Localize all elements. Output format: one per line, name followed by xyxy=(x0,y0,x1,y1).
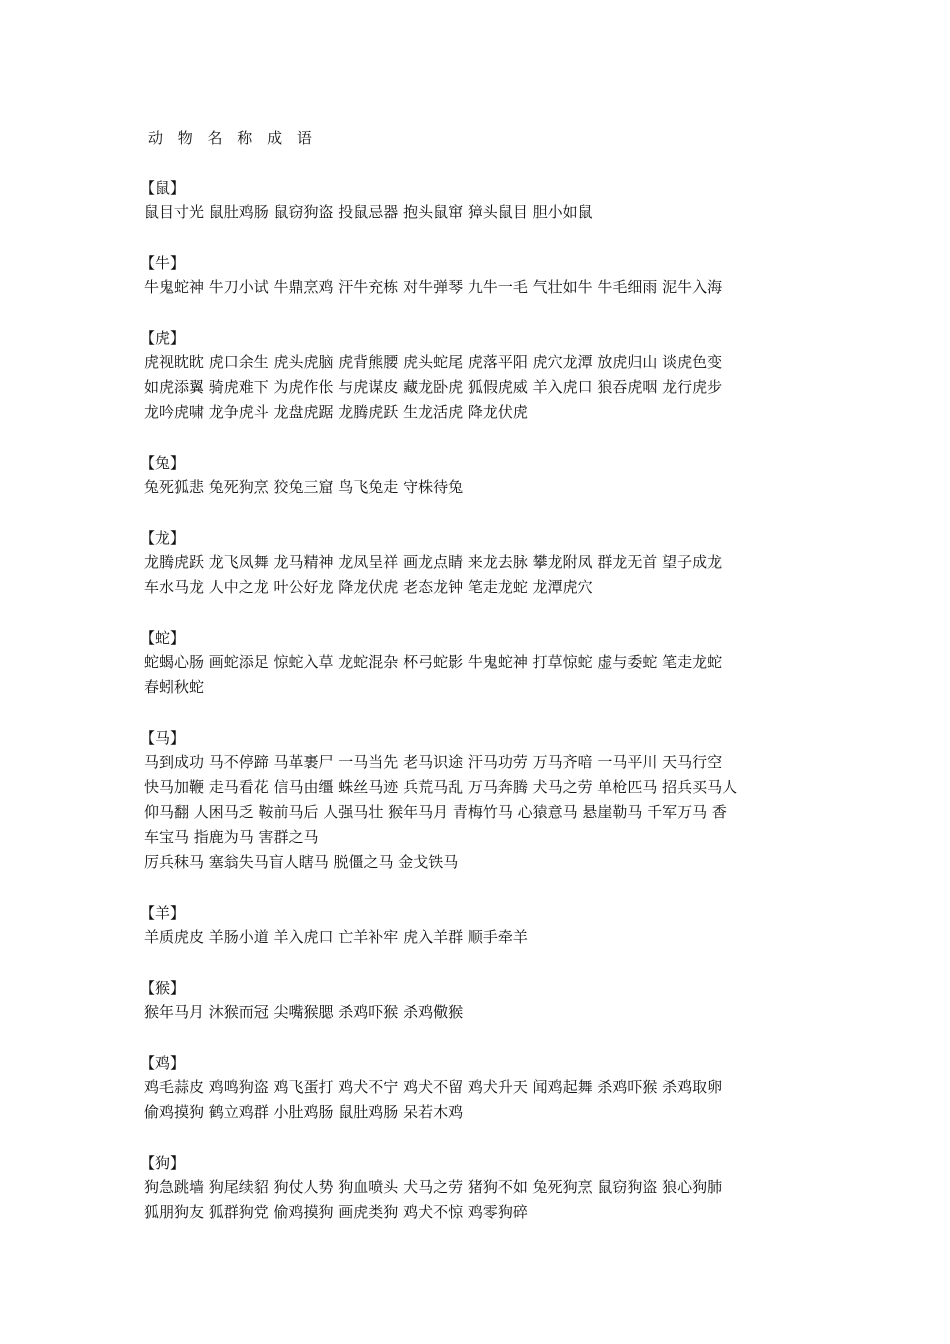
idiom-section xyxy=(140,526,814,600)
idiom-line: 鸡毛蒜皮 鸡鸣狗盗 鸡飞蛋打 鸡犬不宁 鸡犬不留 鸡犬升天 闻鸡起舞 杀鸡吓猴 杀鸡取卵 xyxy=(144,1078,723,1096)
idiom-line: 龙腾虎跃 龙飞凤舞 龙马精神 龙凤呈祥 画龙点睛 来龙去脉 攀龙附凤 群龙无首 望子成龙 xyxy=(144,553,723,571)
idiom-line: 兔死狐悲 兔死狗烹 狡兔三窟 鸟飞兔走 守株待兔 xyxy=(144,478,464,496)
idiom-line: 狗急跳墙 狗尾续貂 狗仗人势 狗血喷头 犬马之劳 猪狗不如 兔死狗烹 鼠窃狗盗 狼心狗肺 xyxy=(144,1178,723,1196)
idiom-line: 羊质虎皮 羊肠小道 羊入虎口 亡羊补牢 虎入羊群 顺手牵羊 xyxy=(144,928,528,946)
section-heading: 【蛇】 xyxy=(140,629,186,647)
idiom-section xyxy=(140,251,814,300)
idiom-line: 马到成功 马不停蹄 马革裹尸 一马当先 老马识途 汗马功劳 万马齐喑 一马平川 天马行空 xyxy=(144,753,723,771)
page-title: 动 物 名 称 成 语 xyxy=(148,129,317,147)
idiom-line: 车宝马 指鹿为马 害群之马 xyxy=(144,828,319,846)
idiom-section xyxy=(140,726,814,875)
idiom-section xyxy=(140,326,814,425)
section-heading: 【羊】 xyxy=(140,904,186,922)
section-heading: 【猴】 xyxy=(140,979,186,997)
idiom-line: 偷鸡摸狗 鹤立鸡群 小肚鸡肠 鼠肚鸡肠 呆若木鸡 xyxy=(144,1103,464,1121)
idiom-line: 蛇蝎心肠 画蛇添足 惊蛇入草 龙蛇混杂 杯弓蛇影 牛鬼蛇神 打草惊蛇 虚与委蛇 笔走龙蛇 xyxy=(144,653,723,671)
idiom-line: 春蚓秋蛇 xyxy=(144,678,205,696)
idiom-section xyxy=(140,901,814,950)
idiom-section xyxy=(140,626,814,700)
section-heading: 【兔】 xyxy=(140,454,186,472)
document-page xyxy=(140,126,814,1225)
idiom-section xyxy=(140,176,814,225)
idiom-line: 牛鬼蛇神 牛刀小试 牛鼎烹鸡 汗牛充栋 对牛弹琴 九牛一毛 气壮如牛 牛毛细雨 泥牛入海 xyxy=(144,278,723,296)
idiom-line: 猴年马月 沐猴而冠 尖嘴猴腮 杀鸡吓猴 杀鸡儆猴 xyxy=(144,1003,464,1021)
section-heading: 【狗】 xyxy=(140,1154,186,1172)
section-heading: 【鸡】 xyxy=(140,1054,186,1072)
idiom-sections xyxy=(140,176,814,1225)
idiom-line: 虎视眈眈 虎口余生 虎头虎脑 虎背熊腰 虎头蛇尾 虎落平阳 虎穴龙潭 放虎归山 谈虎色变 xyxy=(144,353,723,371)
section-heading: 【虎】 xyxy=(140,329,186,347)
idiom-line: 厉兵秣马 塞翁失马盲人瞎马 脱僵之马 金戈铁马 xyxy=(144,853,459,871)
idiom-line: 车水马龙 人中之龙 叶公好龙 降龙伏虎 老态龙钟 笔走龙蛇 龙潭虎穴 xyxy=(144,578,593,596)
idiom-line: 如虎添翼 骑虎难下 为虎作伥 与虎谋皮 藏龙卧虎 狐假虎威 羊入虎口 狼吞虎咽 龙行虎步 xyxy=(144,378,723,396)
idiom-section xyxy=(140,1151,814,1225)
idiom-section xyxy=(140,1051,814,1125)
idiom-line: 快马加鞭 走马看花 信马由缰 蛛丝马迹 兵荒马乱 万马奔腾 犬马之劳 单枪匹马 招兵买马人 xyxy=(144,778,738,796)
idiom-line: 鼠目寸光 鼠肚鸡肠 鼠窃狗盗 投鼠忌器 抱头鼠窜 獐头鼠目 胆小如鼠 xyxy=(144,203,593,221)
section-heading: 【牛】 xyxy=(140,254,186,272)
idiom-section xyxy=(140,976,814,1025)
section-heading: 【龙】 xyxy=(140,529,186,547)
section-heading: 【马】 xyxy=(140,729,186,747)
idiom-section xyxy=(140,451,814,500)
idiom-line: 仰马翻 人困马乏 鞍前马后 人强马壮 猴年马月 青梅竹马 心猿意马 悬崖勒马 千军万马 香 xyxy=(144,803,727,821)
idiom-line: 龙吟虎啸 龙争虎斗 龙盘虎踞 龙腾虎跃 生龙活虎 降龙伏虎 xyxy=(144,403,528,421)
idiom-line: 狐朋狗友 狐群狗党 偷鸡摸狗 画虎类狗 鸡犬不惊 鸡零狗碎 xyxy=(144,1203,528,1221)
section-heading: 【鼠】 xyxy=(140,179,186,197)
